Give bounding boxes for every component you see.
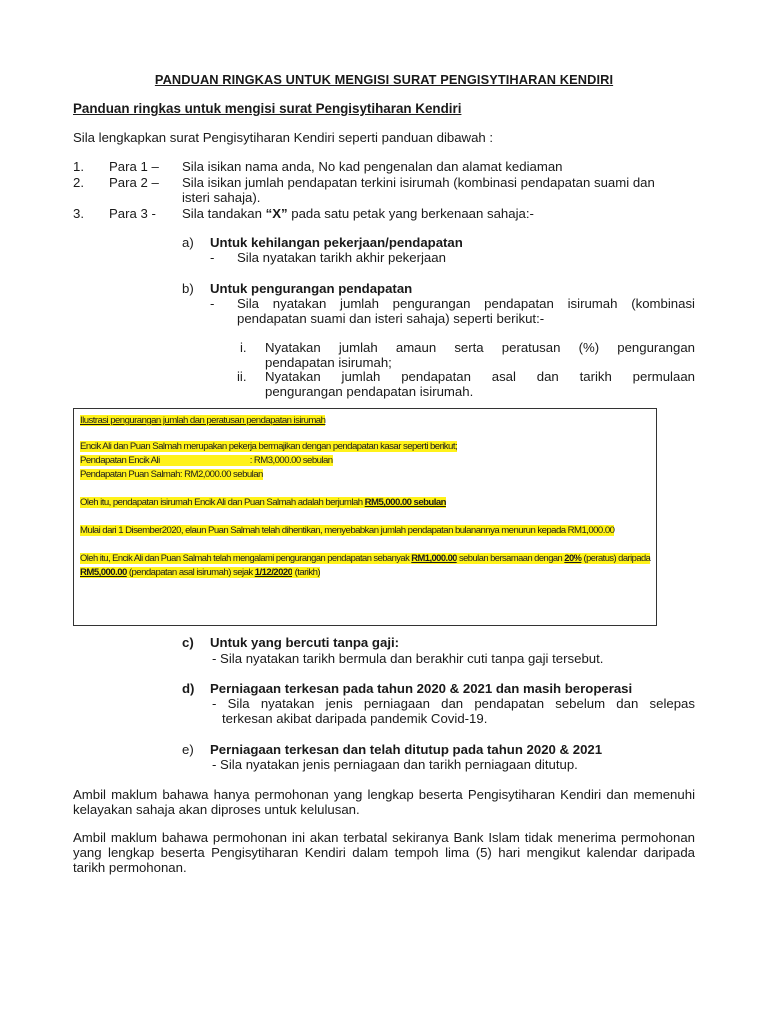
option-note: pendapatan suami dan isteri sahaja) seperti berikut:- bbox=[237, 311, 545, 326]
option-letter: e) bbox=[182, 742, 194, 757]
sub-item-text: pengurangan pendapatan isirumah. bbox=[265, 384, 474, 399]
footnote-paragraph: Ambil maklum bahawa permohonan ini akan terbatal sekiranya Bank Islam tidak menerima permohonan yang lengkap beserta Pengisytiharan Kendiri dalam tempoh lima (5) hari mengikut kalendar daripada tarikh permohonan. bbox=[73, 830, 695, 875]
option-heading: Perniagaan terkesan pada tahun 2020 & 2021 dan masih beroperasi bbox=[210, 681, 633, 696]
document-subtitle: Panduan ringkas untuk mengisi surat Pengisytiharan Kendiri bbox=[73, 101, 462, 116]
illustration-heading: Ilustrasi pengurangan jumlah dan peratusan pendapatan isirumah bbox=[80, 415, 326, 426]
item-text: Sila isikan jumlah pendapatan terkini isirumah (kombinasi pendapatan suami dan bbox=[182, 175, 655, 190]
option-heading: Untuk pengurangan pendapatan bbox=[210, 281, 413, 296]
item-text: Sila tandakan “X” pada satu petak yang berkenaan sahaja:- bbox=[182, 206, 534, 221]
illustration-total: Oleh itu, pendapatan isirumah Encik Ali dan Puan Salmah adalah berjumlah RM5,000.00 sebulan bbox=[80, 497, 446, 508]
dash: - bbox=[210, 296, 215, 311]
item-text: isteri sahaja). bbox=[182, 190, 261, 205]
sub-item-text: Nyatakan jumlah amaun serta peratusan (%) pengurangan bbox=[265, 340, 695, 355]
option-note: - Sila nyatakan jenis perniagaan dan tarikh perniagaan ditutup. bbox=[212, 757, 578, 772]
item-number: 3. bbox=[73, 206, 84, 221]
option-letter: a) bbox=[182, 235, 194, 250]
sub-item-text: Nyatakan jumlah pendapatan asal dan tarikh permulaan bbox=[265, 369, 695, 384]
footnote-paragraph: Ambil maklum bahawa hanya permohonan yang lengkap beserta Pengisytiharan Kendiri dan memenuhi kelayakan sahaja akan diproses untuk kelulusan. bbox=[73, 787, 695, 817]
intro-text: Sila lengkapkan surat Pengisytiharan Kendiri seperti panduan dibawah : bbox=[73, 130, 494, 145]
sub-item-number: i. bbox=[240, 340, 247, 355]
dash: - bbox=[210, 250, 215, 265]
illustration-result: RM5,000.00 (pendapatan asal isirumah) sejak 1/12/2020 (tarikh) bbox=[80, 567, 321, 578]
option-heading: Perniagaan terkesan dan telah ditutup pada tahun 2020 & 2021 bbox=[210, 742, 603, 757]
option-letter: d) bbox=[182, 681, 195, 696]
item-number: 1. bbox=[73, 159, 84, 174]
option-note: - Sila nyatakan jenis perniagaan dan pendapatan sebelum dan selepas bbox=[212, 696, 695, 711]
option-note: Sila nyatakan jumlah pengurangan pendapatan isirumah (kombinasi bbox=[237, 296, 695, 311]
option-heading: Untuk kehilangan pekerjaan/pendapatan bbox=[210, 235, 463, 250]
illustration-income-ali: Pendapatan Encik Ali : RM3,000.00 sebulan bbox=[80, 455, 333, 466]
item-para-label: Para 2 – bbox=[109, 175, 159, 190]
option-note: - Sila nyatakan tarikh bermula dan berakhir cuti tanpa gaji tersebut. bbox=[212, 651, 604, 666]
illustration-income-salmah: Pendapatan Puan Salmah: RM2,000.00 sebulan bbox=[80, 469, 263, 480]
option-heading: Untuk yang bercuti tanpa gaji: bbox=[210, 635, 400, 650]
document-title: PANDUAN RINGKAS UNTUK MENGISI SURAT PENGISYTIHARAN KENDIRI bbox=[154, 72, 614, 87]
sub-item-number: ii. bbox=[237, 369, 247, 384]
illustration-result: Oleh itu, Encik Ali dan Puan Salmah telah mengalami pengurangan pendapatan sebanyak RM1,000.00 sebulan bersamaan dengan 20% (peratus) daripada bbox=[80, 553, 651, 564]
sub-item-text: pendapatan isirumah; bbox=[265, 355, 392, 370]
illustration-december: Mulai dari 1 Disember2020, elaun Puan Salmah telah dihentikan, menyebabkan jumlah pendapatan bulanannya menurun kepada RM1,000.00 bbox=[80, 525, 615, 536]
item-number: 2. bbox=[73, 175, 84, 190]
option-letter: c) bbox=[182, 635, 194, 650]
item-para-label: Para 1 – bbox=[109, 159, 159, 174]
item-text: Sila isikan nama anda, No kad pengenalan dan alamat kediaman bbox=[182, 159, 563, 174]
option-note: Sila nyatakan tarikh akhir pekerjaan bbox=[237, 250, 446, 265]
option-letter: b) bbox=[182, 281, 194, 296]
option-note: terkesan akibat daripada pandemik Covid-19. bbox=[222, 711, 488, 726]
item-para-label: Para 3 - bbox=[109, 206, 156, 221]
illustration-text: Encik Ali dan Puan Salmah merupakan pekerja bermajikan dengan pendapatan kasar seperti berikut; bbox=[80, 441, 458, 452]
